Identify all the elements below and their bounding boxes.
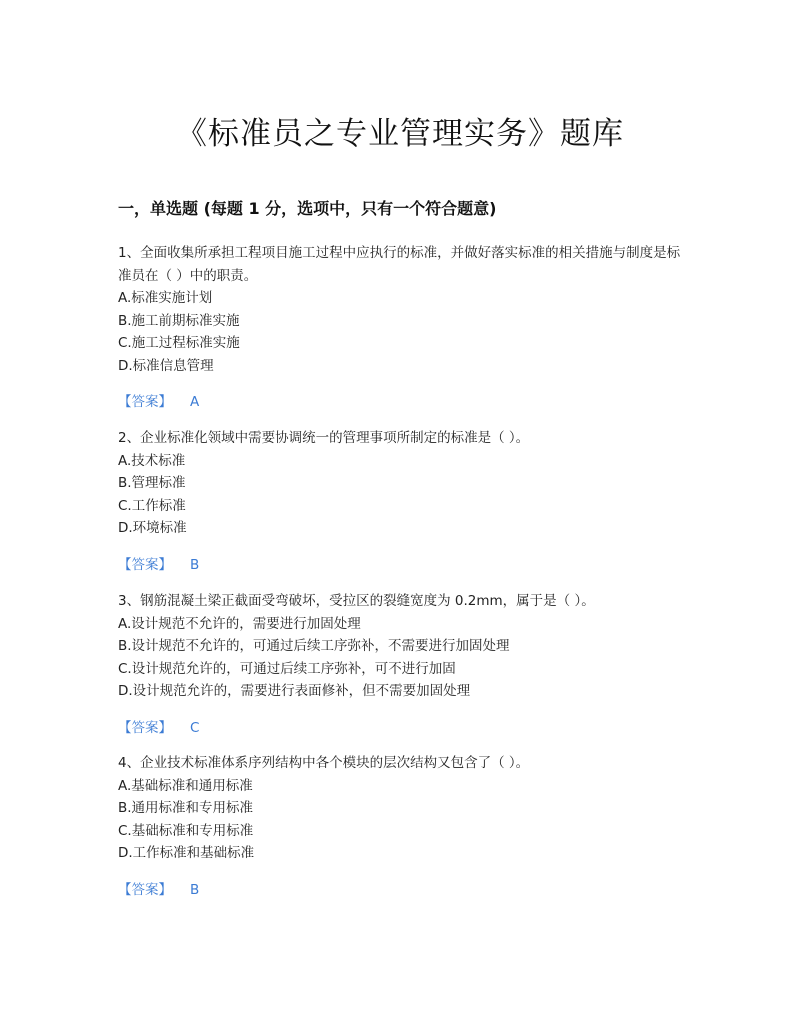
answer-value: B	[190, 556, 200, 573]
option-b: B.施工前期标准实施	[118, 312, 240, 329]
option-b: B.管理标准	[118, 475, 186, 491]
answer-label: 【答案】	[118, 881, 172, 898]
option-d: D.工作标准和基础标准	[118, 845, 255, 861]
option-c: C.施工过程标准实施	[118, 335, 240, 351]
option-a: A.设计规范不允许的，需要进行加固处理	[118, 615, 361, 632]
option-c: C.设计规范允许的，可通过后续工序弥补，可不进行加固	[118, 660, 456, 677]
option-a: A.标准实施计划	[118, 290, 213, 306]
option-c: C.基础标准和专用标准	[118, 822, 254, 839]
answer-line	[118, 391, 688, 414]
question-stem: 4、企业技术标准体系序列结构中各个模块的层次结构又包含了（ ）。	[118, 755, 530, 771]
answer-line	[118, 717, 688, 740]
answer-line	[118, 879, 688, 902]
question-stem: 2、企业标准化领域中需要协调统一的管理事项所制定的标准是（ ）。	[118, 430, 530, 446]
option-c: C.工作标准	[118, 497, 186, 514]
question-1	[118, 242, 688, 414]
page-title: 《标准员之专业管理实务》题库	[176, 116, 624, 152]
question-4	[118, 752, 688, 901]
option-a: A.基础标准和通用标准	[118, 777, 253, 794]
question-2	[118, 427, 688, 576]
option-d: D.标准信息管理	[118, 357, 214, 374]
answer-line	[118, 554, 688, 577]
option-a: A.技术标准	[118, 452, 186, 469]
option-d: D.设计规范允许的，需要进行表面修补，但不需要加固处理	[118, 683, 471, 699]
question-stem: 1、全面收集所承担工程项目施工过程中应执行的标准，并做好落实标准的相关措施与制度是标准员在（ ）中的职责。	[118, 245, 681, 284]
answer-value: B	[190, 881, 200, 898]
option-d: D.环境标准	[118, 520, 187, 536]
answer-label: 【答案】	[118, 394, 172, 410]
option-b: B.设计规范不允许的，可通过后续工序弥补，不需要进行加固处理	[118, 638, 510, 654]
answer-label: 【答案】	[118, 556, 172, 573]
section-heading: 一，单选题 (每题 1 分，选项中，只有一个符合题意)	[118, 199, 497, 218]
question-3	[118, 590, 688, 739]
answer-label: 【答案】	[118, 719, 172, 736]
answer-value: C	[190, 719, 200, 736]
option-b: B.通用标准和专用标准	[118, 800, 254, 816]
question-stem: 3、钢筋混凝土梁正截面受弯破坏，受拉区的裂缝宽度为 0.2mm，属于是（ ）。	[118, 593, 595, 609]
answer-value: A	[190, 394, 200, 410]
